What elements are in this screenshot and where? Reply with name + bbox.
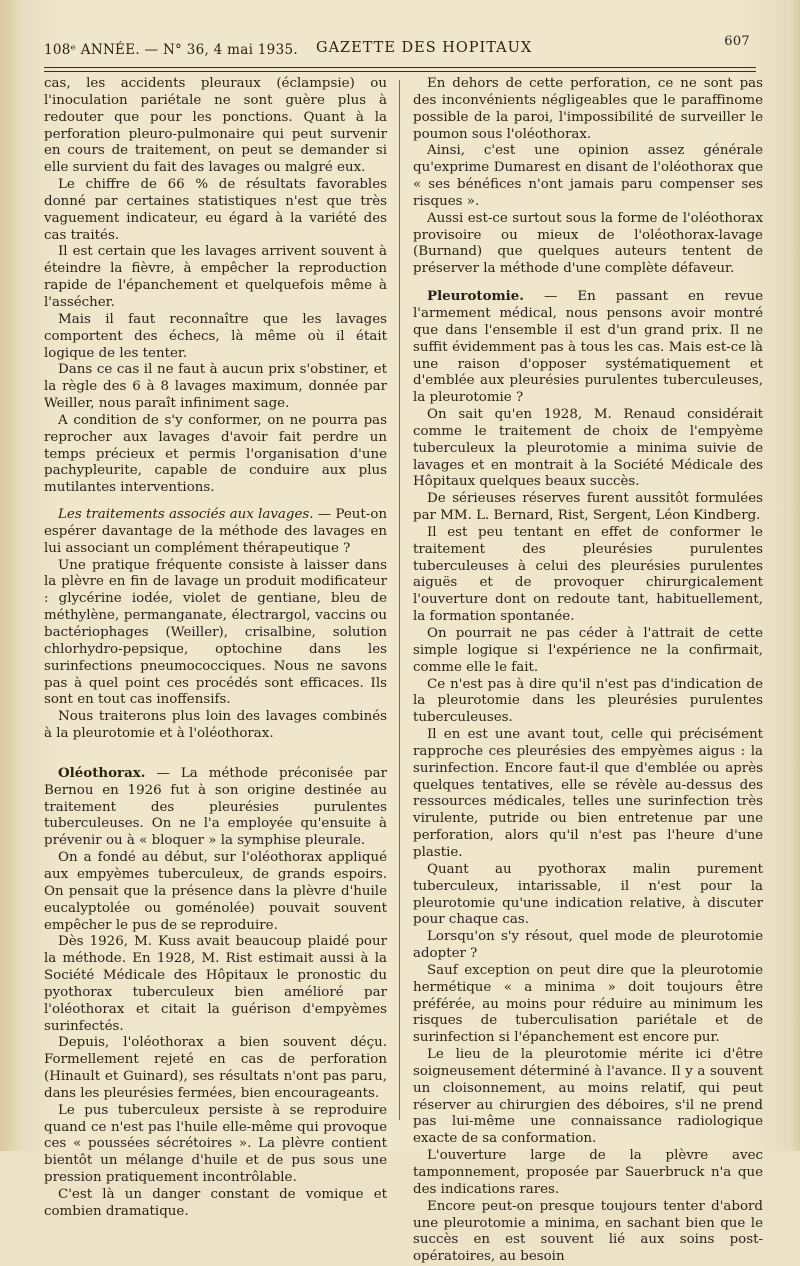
page-number: 607 bbox=[724, 34, 750, 49]
paragraph: Aussi est-ce surtout sous la forme de l'oléothorax provisoire ou mieux de l'oléothorax-lavage (Burnand) que quelques auteurs tentent de préserver la méthode d'une complète défaveur. bbox=[413, 210, 763, 277]
paragraph: Depuis, l'oléothorax a bien souvent déçu. Formellement rejeté en cas de perforation (Hinault et Guinard), ses résultats n'ont pas paru, dans les pleurésies fermées, bien encourageants. bbox=[44, 1035, 387, 1101]
right-column bbox=[413, 76, 763, 1266]
header-rule-thin bbox=[44, 71, 756, 72]
paragraph: On pourrait ne pas céder à l'attrait de cette simple logique si l'expérience ne la confirmait, comme elle le fait. bbox=[413, 626, 763, 675]
paragraph: Dès 1926, M. Kuss avait beaucoup plaidé pour la méthode. En 1928, M. Rist estimait aussi à la Société Médicale des Hôpitaux le pronostic du pyothorax tuberculeux bien amélioré par l'oléothorax et citait la guérison d'empyèmes surinfectés. bbox=[44, 934, 387, 1034]
section-paragraph: Pleurotomie. — En passant en revue l'armement médical, nous pensons avoir montré que dans l'ensemble il est d'un grand prix. Il ne suffit évidemment pas à tous les cas. Mais est-ce là une raison d'opposer systématiquement et d'emblée aux pleurésies purulentes tuberculeuses, la pleurotomie ? bbox=[413, 288, 763, 406]
paragraph: Encore peut-on presque toujours tenter d'abord une pleurotomie a minima, en sachant bien que le succès en est souvent lié aux soins post-opératoires, au besoin bbox=[413, 1198, 763, 1265]
paragraph: En dehors de cette perforation, ce ne sont pas des inconvénients négligeables que le paraffinome possible de la paroi, l'impossibilité de surveiller le poumon sous l'oléothorax. bbox=[413, 76, 763, 142]
paragraph: Ainsi, c'est une opinion assez générale qu'exprime Dumarest en disant de l'oléothorax que « ses bénéfices n'ont jamais paru compenser ses risques ». bbox=[413, 143, 763, 209]
issue-info: 108ᵉ ANNÉE. — N° 36, 4 mai 1935. bbox=[44, 42, 298, 58]
paragraph: Le chiffre de 66 % de résultats favorables donné par certaines statistiques n'est que très vaguement indicateur, eu égard à la variété des cas traités. bbox=[44, 177, 387, 243]
section-heading: Pleurotomie. bbox=[427, 288, 524, 305]
header-rule-thick bbox=[44, 67, 756, 68]
paragraph: Il est peu tentant en effet de conformer le traitement des pleurésies purulentes tuberculeuses à celui des pleurésies purulentes aiguës et de provoquer chirurgicalement l'ouverture dont on redoute tant, habituellement, la formation spontanée. bbox=[413, 524, 763, 625]
paragraph: Quant au pyothorax malin purement tuberculeux, intarissable, il n'est pour la pleurotomie qu'une indication relative, à discuter pour chaque cas. bbox=[413, 861, 763, 928]
paragraph: Lorsqu'on s'y résout, quel mode de pleurotomie adopter ? bbox=[413, 929, 763, 962]
section-paragraph: Les traitements associés aux lavages. — Peut-on espérer davantage de la méthode des lavages en lui associant un complément thérapeutique ? bbox=[44, 507, 387, 556]
paragraph: Il est certain que les lavages arrivent souvent à éteindre la fièvre, à empêcher la reproduction rapide de l'épanchement et quelquefois même à l'assécher. bbox=[44, 244, 387, 310]
paragraph: On a fondé au début, sur l'oléothorax appliqué aux empyèmes tuberculeux, de grands espoirs. On pensait que la présence dans la plèvre d'huile eucalyptolée ou goménolée) pouvait souvent empêcher le pus de se reproduire. bbox=[44, 850, 387, 933]
paragraph: Le lieu de la pleurotomie mérite ici d'être soigneusement déterminé à l'avance. Il y a souvent un cloisonnement, au moins relatif, qui peut réserver au chirurgien des déboires, s'il ne prend pas lui-même une connaissance radiologique exacte de sa conformation. bbox=[413, 1047, 763, 1147]
paragraph: A condition de s'y conformer, on ne pourra pas reprocher aux lavages d'avoir fait perdre un temps précieux et permis l'organisation d'une pachypleurite, capable de conduire aux plus mutilantes interventions. bbox=[44, 412, 387, 496]
paragraph: cas, les accidents pleuraux (éclampsie) ou l'inoculation pariétale ne sont guère plus à redouter que pour les ponctions. Quant à la perforation pleuro-pulmonaire qui peut survenir en cours de traitement, on peut se demander si elle survient du fait des lavages ou malgré eux. bbox=[44, 76, 387, 176]
paragraph: C'est là un danger constant de vomique et combien dramatique. bbox=[44, 1187, 387, 1219]
paragraph: Sauf exception on peut dire que la pleurotomie hermétique « a minima » doit toujours être préférée, au moins pour réduire au minimum les risques de tuberculisation pariétale et de surinfection si l'épanchement est encore pur. bbox=[413, 962, 763, 1046]
page-header bbox=[44, 34, 750, 60]
paragraph: On sait qu'en 1928, M. Renaud considérait comme le traitement de choix de l'empyème tuberculeux la pleurotomie a minima suivie de lavages et en montrait à la Société Médicale des Hôpitaux quelques beaux succès. bbox=[413, 407, 763, 490]
left-column bbox=[44, 76, 387, 1221]
section-heading: Les traitements associés aux lavages. bbox=[58, 507, 314, 523]
column-separator bbox=[399, 80, 400, 1120]
section-paragraph: Oléothorax. — La méthode préconisée par Bernou en 1926 fut à son origine destinée au traitement des pleurésies purulentes tuberculeuses. On ne l'a employée qu'ensuite à prévenir ou à « bloquer » la symphise pleurale. bbox=[44, 764, 387, 849]
paragraph: Dans ce cas il ne faut à aucun prix s'obstiner, et la règle des 6 à 8 lavages maximum, donnée par Weiller, nous paraît infiniment sage. bbox=[44, 362, 387, 412]
paragraph: De sérieuses réserves furent aussitôt formulées par MM. L. Bernard, Rist, Sergent, Léon Kindberg. bbox=[413, 491, 763, 524]
section-heading: Oléothorax. bbox=[58, 764, 146, 781]
paragraph: Une pratique fréquente consiste à laisser dans la plèvre en fin de lavage un produit modificateur : glycérine iodée, violet de gentiane, bleu de méthylène, permanganate, électrargol, vaccins ou bactériophages (Weiller), crisalbine, solution chlorhydro-pepsique, optochine dans les surinfections pneumococciques. Nous ne savons pas à quel point ces procédés sont efficaces. Ils sont en tout cas inoffensifs. bbox=[44, 557, 387, 708]
paragraph: L'ouverture large de la plèvre avec tamponnement, proposée par Sauerbruck n'a que des indications rares. bbox=[413, 1148, 763, 1197]
journal-title: GAZETTE DES HOPITAUX bbox=[316, 40, 533, 56]
paragraph: Mais il faut reconnaître que les lavages comportent des échecs, là même où il était logique de les tenter. bbox=[44, 311, 387, 361]
paragraph: Le pus tuberculeux persiste à se reproduire quand ce n'est pas l'huile elle-même qui provoque ces « poussées sécrétoires ». La plèvre contient bientôt un mélange d'huile et de pus sous une pression pratiquement incontrôlable. bbox=[44, 1102, 387, 1186]
paragraph: Il en est une avant tout, celle qui précisément rapproche ces pleurésies des empyèmes aigus : la surinfection. Encore faut-il que d'emblée ou après quelques tentatives, elle se révèle au-dessus des ressources médicales, telles une surinfection très virulente, putride ou bien entretenue par une perforation, alors qu'il n'est pas l'heure d'une plastie. bbox=[413, 727, 763, 860]
paragraph: Nous traiterons plus loin des lavages combinés à la pleurotomie et à l'oléothorax. bbox=[44, 709, 387, 742]
paragraph: Ce n'est pas à dire qu'il n'est pas d'indication de la pleurotomie dans les pleurésies purulentes tuberculeuses. bbox=[413, 676, 763, 726]
